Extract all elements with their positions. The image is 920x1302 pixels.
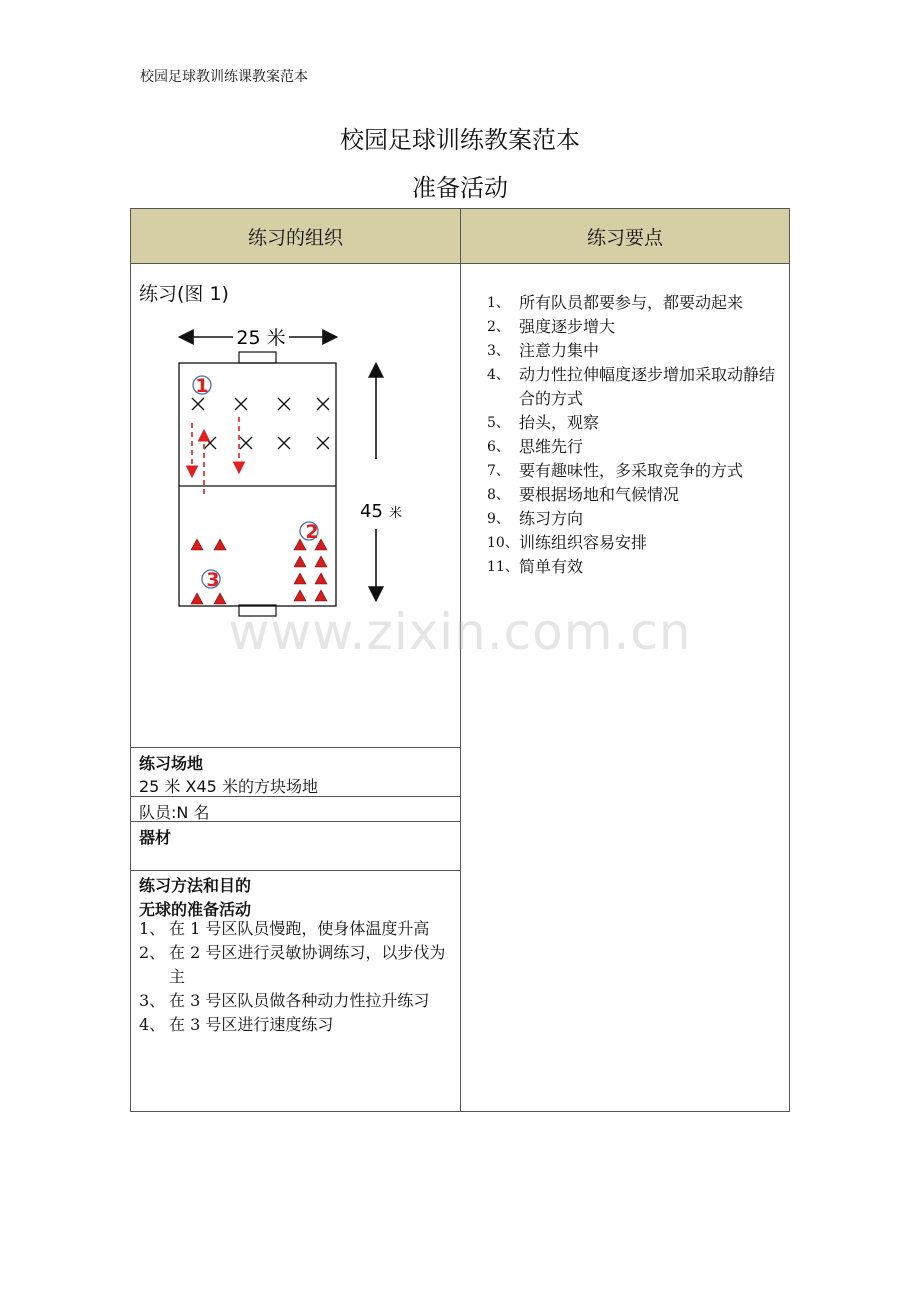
method-subheading: 无球的准备活动: [139, 900, 252, 919]
cone: [294, 539, 306, 550]
venue-text: 25 米 X45 米的方块场地: [139, 777, 318, 796]
cone: [214, 539, 226, 550]
column-divider: [460, 264, 461, 1111]
player-marker: [192, 398, 204, 410]
zone-2-label: 2: [305, 521, 319, 543]
list-item-text: 所有队员都要参与，都要动起来: [519, 293, 744, 312]
list-item: [487, 411, 785, 435]
list-item: [487, 555, 785, 579]
player-marker: [317, 437, 329, 449]
list-item-number: 1、: [487, 295, 510, 311]
list-item-number: 11、: [487, 559, 519, 575]
field-diagram: [171, 319, 431, 619]
list-item-text: 训练组织容易安排: [519, 533, 648, 552]
list-item-text: 在 1 号区队员慢跑，使身体温度升高: [169, 919, 430, 938]
cone: [294, 573, 306, 584]
list-item-text: 在 2 号区进行灵敏协调练习，以步伐为主: [169, 943, 446, 986]
list-item-text: 抬头，观察: [519, 413, 600, 432]
list-item: [487, 459, 785, 483]
list-item-number: 3、: [139, 991, 166, 1010]
cone: [315, 590, 327, 601]
width-label: 25 米: [236, 327, 286, 349]
list-item-text: 简单有效: [519, 557, 584, 576]
list-item-text: 动力性拉伸幅度逐步增加采取动静结合的方式: [519, 365, 776, 408]
section-title: 准备活动: [412, 174, 508, 202]
player-marker: [204, 437, 216, 449]
list-item-text: 练习方向: [519, 509, 584, 528]
list-item-number: 10、: [487, 535, 519, 551]
list-item-number: 4、: [139, 1015, 166, 1034]
players-row-1: [192, 398, 329, 410]
row-divider: [131, 796, 461, 797]
player-marker: [278, 398, 290, 410]
list-item-number: 2、: [487, 319, 510, 335]
list-item: [487, 291, 785, 315]
list-item: [487, 507, 785, 531]
method-list: [139, 917, 455, 1037]
equipment-heading: 器材: [139, 828, 172, 847]
player-marker: [278, 437, 290, 449]
list-item: [139, 941, 455, 989]
method-heading: 练习方法和目的: [139, 876, 252, 895]
exercise-label: 练习(图 1): [139, 283, 229, 305]
list-item: [487, 363, 785, 411]
cone: [191, 539, 203, 550]
list-item-number: 2、: [139, 943, 166, 962]
column-header-key-points: 练习要点: [461, 209, 789, 264]
cone: [294, 590, 306, 601]
watermark: www.zixin.com.cn: [228, 603, 692, 661]
player-marker: [317, 398, 329, 410]
list-item: [487, 339, 785, 363]
venue-heading: 练习场地: [139, 754, 204, 773]
list-item: [487, 435, 785, 459]
list-item-number: 1、: [139, 919, 166, 938]
column-header-organization: 练习的组织: [131, 209, 461, 264]
list-item-number: 6、: [487, 439, 510, 455]
list-item-text: 要根据场地和气候情况: [519, 485, 680, 504]
length-number: 45: [360, 501, 383, 522]
cone: [294, 556, 306, 567]
list-item-number: 9、: [487, 511, 510, 527]
list-item: [139, 917, 455, 941]
zone-3-label: 3: [206, 569, 220, 591]
row-divider: [131, 870, 461, 871]
players-row-2: [204, 437, 329, 449]
list-item: [487, 483, 785, 507]
player-marker: [235, 398, 247, 410]
player-marker: [240, 437, 252, 449]
list-item-number: 7、: [487, 463, 510, 479]
cone: [315, 556, 327, 567]
cone: [315, 573, 327, 584]
list-item-number: 3、: [487, 343, 510, 359]
top-goal: [239, 352, 276, 363]
list-item-number: 4、: [487, 367, 510, 383]
list-item-text: 在 3 号区队员做各种动力性拉升练习: [169, 991, 430, 1010]
zone-1-label: 1: [195, 375, 209, 397]
list-item: [139, 989, 455, 1013]
list-item: [487, 531, 785, 555]
row-divider: [131, 747, 461, 748]
list-item-text: 强度逐步增大: [519, 317, 616, 336]
length-unit: 米: [389, 506, 403, 521]
list-item-number: 8、: [487, 487, 510, 503]
key-points-list: [487, 291, 785, 579]
list-item-text: 思维先行: [519, 437, 584, 456]
row-divider: [131, 821, 461, 822]
list-item-number: 5、: [487, 415, 510, 431]
list-item: [139, 1013, 455, 1037]
page-title: 校园足球训练教案范本: [340, 126, 580, 154]
list-item-text: 在 3 号区进行速度练习: [169, 1015, 334, 1034]
list-item-text: 要有趣味性，多采取竞争的方式: [519, 461, 744, 480]
page-header-note: 校园足球教训练课教案范本: [140, 69, 308, 85]
players-count: 队员:N 名: [139, 803, 210, 822]
list-item: [487, 315, 785, 339]
list-item-text: 注意力集中: [519, 341, 600, 360]
